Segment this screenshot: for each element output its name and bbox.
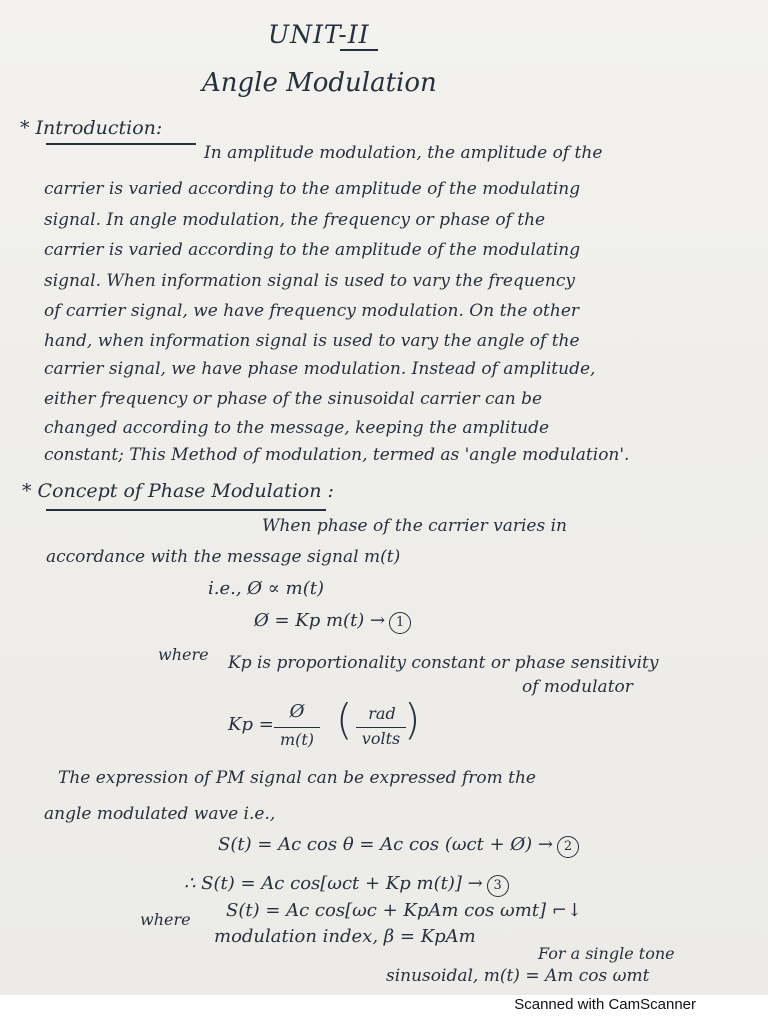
unit-right-paren: )	[404, 695, 421, 744]
kp-lhs: Kp =	[228, 714, 274, 735]
intro-line: carrier signal, we have phase modulation. Instead of amplitude,	[44, 359, 596, 379]
intro-line: In amplitude modulation, the amplitude of the	[204, 143, 603, 163]
equation-2-number: 2	[557, 836, 579, 858]
unit-denominator: volts	[361, 729, 401, 748]
equation-3	[184, 873, 509, 897]
pm-line-1: When phase of the carrier varies in	[262, 516, 567, 536]
intro-line: signal. In angle modulation, the frequency or phase of the	[44, 210, 546, 230]
kp-description: Kp is proportionality constant or phase sensitivity	[228, 653, 659, 673]
single-tone-note: For a single tone	[538, 944, 675, 963]
where-label: where	[158, 645, 209, 664]
intro-line: carrier is varied according to the amplitude of the modulating	[44, 179, 581, 199]
intro-line: of carrier signal, we have frequency modulation. On the other	[44, 301, 580, 321]
intro-heading-underline	[46, 143, 196, 145]
kp-description-2: of modulator	[522, 677, 633, 697]
equation-3-number: 3	[487, 875, 509, 897]
equation-1-number: 1	[389, 612, 411, 634]
intro-heading: * Introduction:	[20, 117, 163, 139]
equation-1-text: Ø = Kp m(t) →	[254, 610, 386, 631]
intro-line: either frequency or phase of the sinusoidal carrier can be	[44, 389, 543, 409]
equation-2-text: S(t) = Ac cos θ = Ac cos (ωct + Ø) →	[218, 834, 553, 855]
unit-title: UNIT-II	[268, 20, 370, 49]
unit-title-underline	[340, 49, 378, 51]
pm-heading-underline	[46, 509, 326, 511]
scanner-footer	[0, 995, 768, 1024]
kp-fraction-bar	[274, 727, 320, 728]
equation-4: S(t) = Ac cos[ωc + KpAm cos ωmt] ⌐↓	[226, 900, 582, 921]
intro-line: constant; This Method of modulation, termed as 'angle modulation'.	[44, 445, 630, 465]
scanner-watermark: Scanned with CamScanner	[514, 996, 696, 1013]
pm-line-2: accordance with the message signal m(t)	[46, 547, 401, 567]
pm-heading: * Concept of Phase Modulation :	[22, 480, 334, 502]
kp-denominator: m(t)	[279, 730, 315, 749]
expression-line-1: The expression of PM signal can be expressed from the	[58, 768, 536, 788]
equation-1	[254, 610, 411, 634]
chapter-title: Angle Modulation	[202, 68, 437, 98]
intro-line: hand, when information signal is used to vary the angle of the	[44, 331, 580, 351]
kp-numerator: Ø	[289, 701, 305, 722]
equation-2	[218, 834, 579, 858]
pm-proportional: i.e., Ø ∝ m(t)	[208, 578, 325, 599]
modulation-index: modulation index, β = KpAm	[214, 926, 476, 947]
intro-line: changed according to the message, keeping the amplitude	[44, 418, 550, 438]
intro-line: signal. When information signal is used to vary the frequency	[44, 271, 575, 291]
expression-line-2: angle modulated wave i.e.,	[44, 804, 276, 824]
where-label-2: where	[140, 910, 191, 929]
unit-numerator: rad	[368, 704, 396, 723]
unit-left-paren: (	[336, 695, 353, 744]
sinusoidal-message: sinusoidal, m(t) = Am cos ωmt	[386, 966, 650, 986]
equation-3-text: ∴ S(t) = Ac cos[ωct + Kp m(t)] →	[184, 873, 483, 894]
intro-line: carrier is varied according to the amplitude of the modulating	[44, 240, 581, 260]
